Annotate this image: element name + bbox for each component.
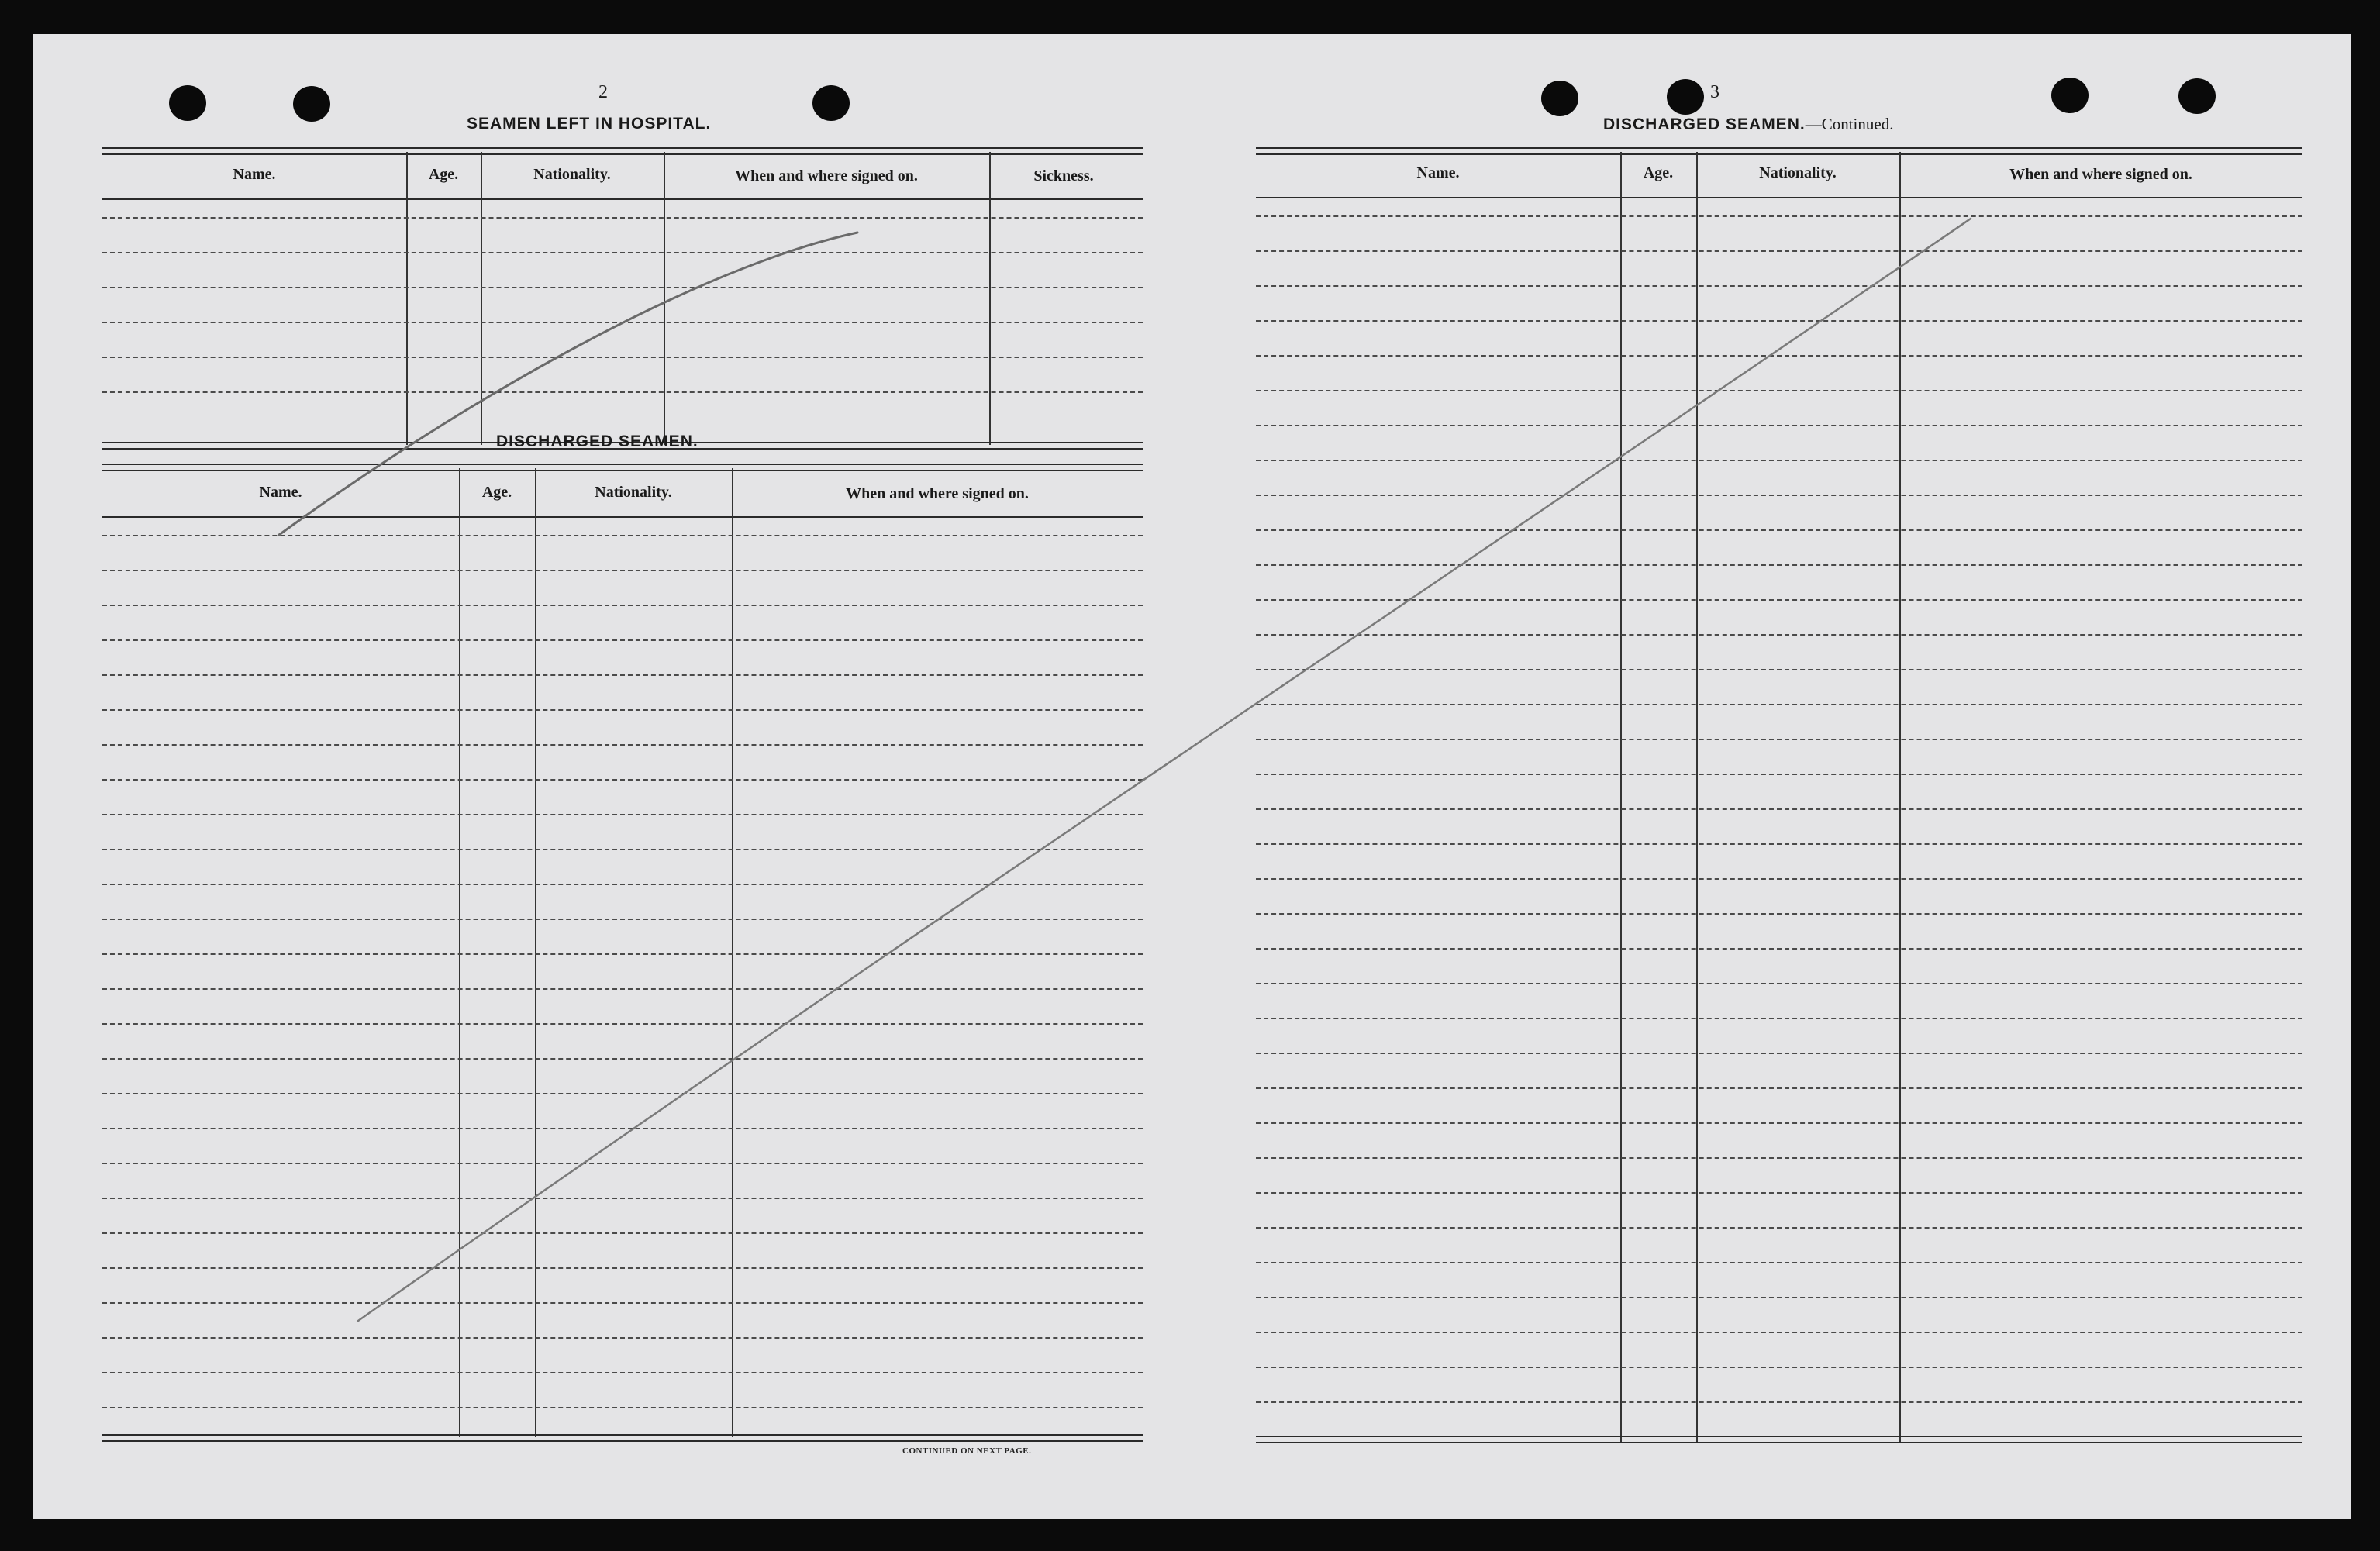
- punch-hole: [2051, 78, 2089, 113]
- blank-row-line: [1256, 1297, 2302, 1298]
- blank-row-line: [102, 674, 1143, 676]
- scanned-form-sheet: [33, 34, 2351, 1519]
- blank-row-line: [102, 953, 1143, 955]
- column-header-when-where-signed-on: When and where signed on.: [735, 167, 918, 184]
- section-title-text: DISCHARGED SEAMEN.: [1603, 115, 1806, 133]
- blank-row-line: [102, 1337, 1143, 1339]
- blank-row-line: [1256, 913, 2302, 915]
- blank-row-line: [102, 884, 1143, 885]
- table-top-rule: [102, 147, 1143, 155]
- blank-rows: [102, 535, 1143, 1426]
- blank-row-line: [1256, 1122, 2302, 1124]
- blank-row-line: [102, 709, 1143, 711]
- blank-row-line: [1256, 843, 2302, 845]
- blank-row-line: [102, 779, 1143, 781]
- page-number-left: 2: [598, 82, 608, 102]
- blank-row-line: [1256, 808, 2302, 810]
- blank-row-line: [1256, 564, 2302, 566]
- blank-row-line: [102, 570, 1143, 571]
- blank-row-line: [102, 1232, 1143, 1234]
- header-rule: [1256, 197, 2302, 198]
- column-header-nationality: Nationality.: [1759, 164, 1837, 181]
- blank-row-line: [1256, 1332, 2302, 1333]
- blank-row-line: [1256, 320, 2302, 322]
- blank-row-line: [102, 814, 1143, 815]
- header-rule: [102, 516, 1143, 518]
- blank-row-line: [102, 322, 1143, 323]
- blank-row-line: [102, 1093, 1143, 1094]
- blank-row-line: [1256, 634, 2302, 636]
- blank-row-line: [1256, 390, 2302, 391]
- punch-hole: [2178, 78, 2216, 114]
- table-top-rule: [102, 464, 1143, 471]
- punch-hole: [293, 86, 330, 122]
- blank-row-line: [1256, 704, 2302, 705]
- blank-row-line: [1256, 669, 2302, 670]
- punch-hole: [812, 85, 850, 121]
- section-title-suffix: —Continued.: [1805, 115, 1894, 133]
- blank-row-line: [1256, 1262, 2302, 1263]
- blank-row-line: [102, 391, 1143, 393]
- blank-row-line: [1256, 878, 2302, 880]
- discharged-table-right: [1256, 147, 2302, 1446]
- blank-row-line: [102, 1407, 1143, 1408]
- punch-hole: [1541, 81, 1578, 116]
- blank-row-line: [102, 1267, 1143, 1269]
- blank-row-line: [102, 357, 1143, 358]
- punch-hole: [169, 85, 206, 121]
- table-bottom-rule: [102, 1434, 1143, 1442]
- blank-row-line: [1256, 1157, 2302, 1159]
- blank-row-line: [1256, 285, 2302, 287]
- blank-row-line: [102, 1163, 1143, 1164]
- table-bottom-rule: [1256, 1436, 2302, 1443]
- blank-row-line: [102, 1023, 1143, 1025]
- column-header-when-where-signed-on: When and where signed on.: [846, 485, 1029, 502]
- page-number-right: 3: [1710, 82, 1719, 102]
- blank-row-line: [1256, 983, 2302, 984]
- blank-row-line: [1256, 948, 2302, 950]
- blank-row-line: [102, 535, 1143, 536]
- blank-row-line: [1256, 1367, 2302, 1368]
- column-header-age: Age.: [481, 484, 512, 501]
- column-header-name: Name.: [1416, 164, 1460, 181]
- continued-on-next-page-note: CONTINUED ON NEXT PAGE.: [902, 1446, 1032, 1456]
- blank-row-line: [102, 1198, 1143, 1199]
- column-header-nationality: Nationality.: [533, 166, 611, 183]
- column-header-age: Age.: [428, 166, 459, 183]
- blank-row-line: [102, 1058, 1143, 1060]
- column-header-age: Age.: [1643, 164, 1674, 181]
- blank-row-line: [1256, 774, 2302, 775]
- blank-row-line: [1256, 529, 2302, 531]
- column-header-name: Name.: [259, 484, 302, 501]
- blank-row-line: [102, 919, 1143, 920]
- blank-row-line: [1256, 1192, 2302, 1194]
- blank-row-line: [102, 1372, 1143, 1373]
- column-header-name: Name.: [233, 166, 276, 183]
- blank-row-line: [102, 252, 1143, 253]
- blank-row-line: [102, 287, 1143, 288]
- blank-row-line: [1256, 250, 2302, 252]
- blank-row-line: [102, 988, 1143, 990]
- blank-row-line: [102, 605, 1143, 606]
- blank-row-line: [1256, 355, 2302, 357]
- header-rule: [102, 198, 1143, 200]
- blank-rows: [1256, 215, 2302, 1432]
- section-title-seamen-left-in-hospital: SEAMEN LEFT IN HOSPITAL.: [467, 115, 712, 133]
- blank-row-line: [1256, 739, 2302, 740]
- column-header-nationality: Nationality.: [595, 484, 672, 501]
- blank-row-line: [1256, 1227, 2302, 1229]
- blank-row-line: [1256, 425, 2302, 426]
- blank-row-line: [1256, 1053, 2302, 1054]
- blank-row-line: [1256, 1087, 2302, 1089]
- blank-row-line: [1256, 215, 2302, 217]
- blank-row-line: [102, 639, 1143, 641]
- blank-row-line: [1256, 1401, 2302, 1403]
- column-header-when-where-signed-on: When and where signed on.: [2009, 166, 2192, 183]
- section-title-discharged-seamen: DISCHARGED SEAMEN.: [496, 433, 698, 450]
- blank-row-line: [102, 1302, 1143, 1304]
- blank-row-line: [1256, 1018, 2302, 1019]
- punch-hole: [1667, 79, 1704, 115]
- blank-row-line: [102, 849, 1143, 850]
- discharged-table-left: [102, 464, 1143, 1440]
- blank-row-line: [102, 744, 1143, 746]
- section-title-discharged-seamen-continued: [1603, 115, 1893, 134]
- blank-row-line: [1256, 599, 2302, 601]
- hospital-table: [102, 147, 1143, 450]
- table-top-rule: [1256, 147, 2302, 155]
- blank-row-line: [102, 1128, 1143, 1129]
- blank-row-line: [1256, 460, 2302, 461]
- column-header-sickness: Sickness.: [1033, 167, 1094, 184]
- blank-row-line: [102, 217, 1143, 219]
- blank-row-line: [1256, 495, 2302, 496]
- blank-rows: [102, 217, 1143, 426]
